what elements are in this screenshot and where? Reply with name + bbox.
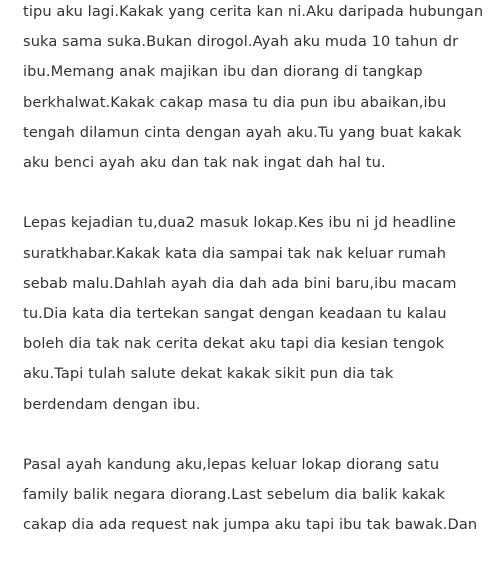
text-line: berkhalwat.Kakak cakap masa tu dia pun ibu abaikan,ibu: [23, 93, 447, 111]
text-line: Pasal ayah kandung aku,lepas keluar lokap diorang satu: [23, 456, 440, 474]
text-line: aku.Tapi tulah salute dekat kakak sikit pun dia tak: [23, 365, 394, 383]
text-line: Lepas kejadian tu,dua2 masuk lokap.Kes ibu ni jd headline: [23, 214, 457, 232]
paragraph-1: [23, 0, 493, 178]
text-line: berdendam dengan ibu.: [23, 395, 201, 413]
text-line: aku benci ayah aku dan tak nak ingat dah hal tu.: [23, 154, 386, 172]
text-line: tipu aku lagi.Kakak yang cerita kan ni.Aku daripada hubungan: [23, 3, 484, 20]
text-line: ibu.Memang anak majikan ibu dan diorang di tangkap: [23, 63, 423, 81]
text-line: family balik negara diorang.Last sebelum dia balik kakak: [23, 486, 446, 504]
text-line: sebab malu.Dahlah ayah dia dah ada bini baru,ibu macam: [23, 274, 457, 292]
text-line: suka sama suka.Bukan dirogol.Ayah aku muda 10 tahun dr: [23, 33, 459, 51]
text-line: cakap dia ada request nak jumpa aku tapi ibu tak bawak.Dan: [23, 516, 478, 534]
text-line: tengah dilamun cinta dengan ayah aku.Tu yang buat kakak: [23, 123, 462, 141]
text-line: boleh dia tak nak cerita dekat aku tapi dia kesian tengok: [23, 335, 445, 353]
paragraph-2: [23, 208, 493, 419]
paragraph-3: [23, 450, 493, 541]
article-body: [23, 0, 493, 571]
text-line: tu.Dia kata dia tertekan sangat dengan keadaan tu kalau: [23, 305, 447, 323]
text-line: suratkhabar.Kakak kata dia sampai tak nak keluar rumah: [23, 244, 447, 262]
